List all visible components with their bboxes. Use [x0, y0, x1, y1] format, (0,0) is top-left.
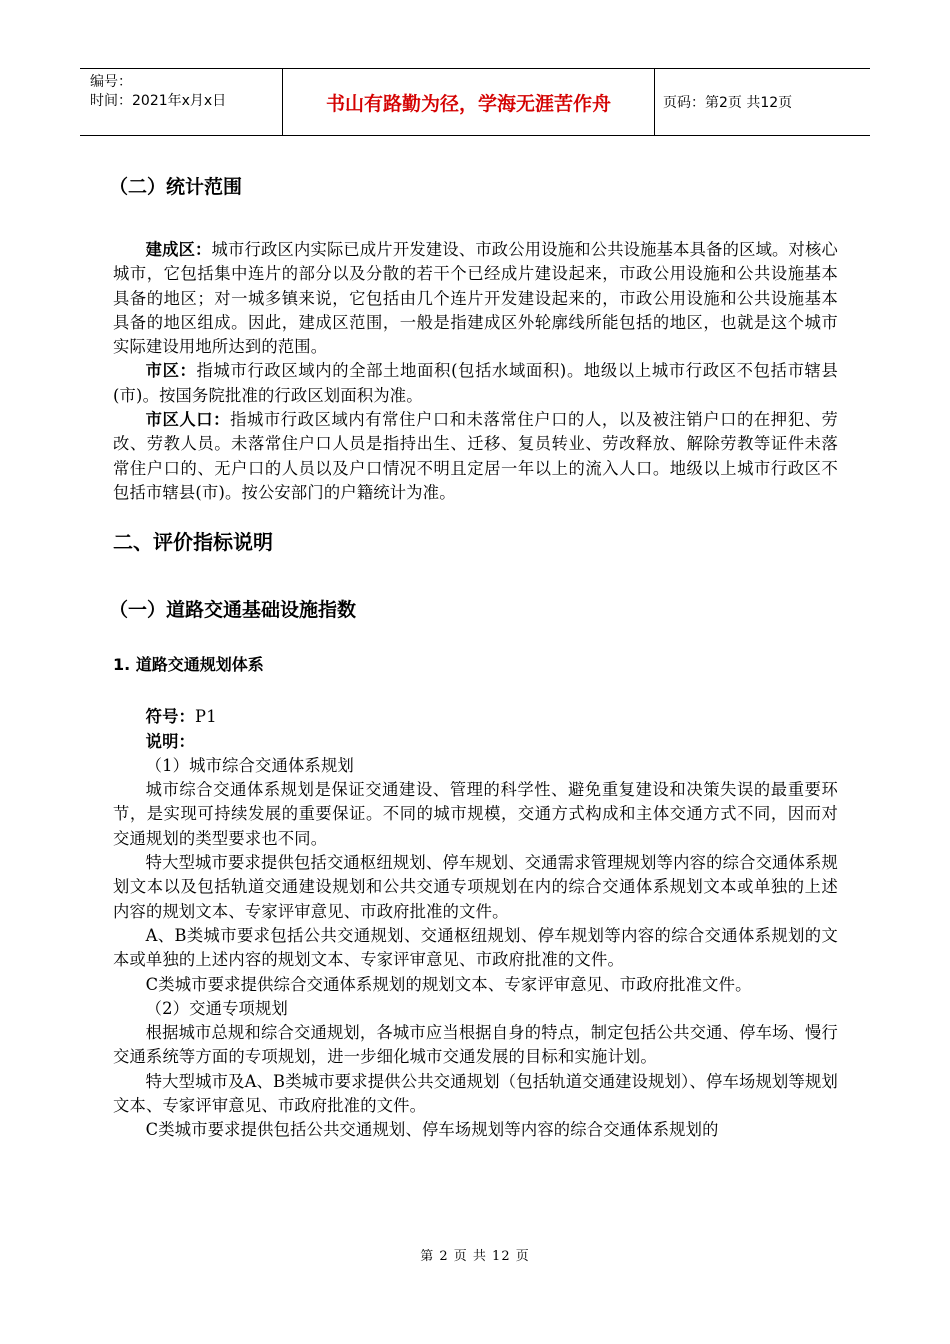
header-meta-cell — [80, 69, 283, 135]
term-urban-population: 市区人口： — [145, 410, 231, 430]
doc-time-label: 时间：2021年x月x日 — [90, 93, 227, 109]
text-urban-district: 指城市行政区域内的全部土地面积(包括水域面积)。地级以上城市行政区不包括市辖县(市)。按国务院批准的行政区划面积为准。 — [113, 361, 838, 405]
paragraph-item: C类城市要求提供综合交通体系规划的规划文本、专家评审意见、市政府批准文件。 — [145, 974, 752, 994]
heading-road-planning-system: 1. 道路交通规划体系 — [113, 655, 264, 675]
heading-road-infrastructure-index: （一）道路交通基础设施指数 — [109, 599, 357, 622]
term-urban-district: 市区： — [145, 361, 197, 381]
paragraph-item: A、B类城市要求包括公共交通规划、交通枢纽规划、停车规划等内容的综合交通体系规划的文本或单独的上述内容的规划文本、专家评审意见、市政府批准的文件。 — [113, 925, 838, 970]
paragraph-urban-population — [113, 408, 838, 505]
paragraph-item: （1）城市综合交通体系规划 — [145, 755, 354, 775]
symbol-label: 符号： — [145, 707, 196, 727]
header-table — [80, 68, 870, 136]
paragraph-symbol — [113, 705, 838, 729]
paragraph-explanation-label — [113, 730, 838, 754]
text-urban-population: 指城市行政区域内有常住户口和未落常住户口的人，以及被注销户口的在押犯、劳改、劳教人员。未落常住户口人员是指持出生、迁移、复员转业、劳改释放、解除劳教等证件未落常住户口的、无户口的人员以及户口情况不明且定居一年以上的流入人口。地级以上城市行政区不包括市辖县(市)。按公安部门的户籍统计为准。 — [113, 410, 838, 502]
explanation-label: 说明： — [145, 731, 196, 751]
paragraph-urban-district — [113, 359, 838, 408]
paragraph-item: 特大型城市及A、B类城市要求提供公共交通规划（包括轨道交通建设规划）、停车场规划等规划文本、专家评审意见、市政府批准的文件。 — [113, 1071, 838, 1116]
paragraph-item: 特大型城市要求提供包括交通枢纽规划、停车规划、交通需求管理规划等内容的综合交通体系规划文本以及包括轨道交通建设规划和公共交通专项规划在内的综合交通体系规划文本或单独的上述内容的规划文本、专家评审意见、市政府批准的文件。 — [113, 853, 838, 921]
header-motto: 书山有路勤为径，学海无涯苦作舟 — [283, 69, 655, 135]
text-built-up-area: 城市行政区内实际已成片开发建设、市政公用设施和公共设施基本具备的区域。对核心城市，它包括集中连片的部分以及分散的若干个已经成片建设起来，市政公用设施和公共设施基本具备的地区；对一城多镇来说，它包括由几个连片开发建设起来的，市政公用设施和公共设施基本具备的地区组成。因此，建成区范围，一般是指建成区外轮廓线所能包括的地区，也就是这个城市实际建设用地所达到的范围。 — [113, 240, 838, 357]
paragraph-item: 根据城市总规和综合交通规划，各城市应当根据自身的特点，制定包括公共交通、停车场、慢行交通系统等方面的专项规划，进一步细化城市交通发展的目标和实施计划。 — [113, 1023, 838, 1067]
paragraph-item: C类城市要求提供包括公共交通规划、停车场规划等内容的综合交通体系规划的 — [145, 1120, 719, 1140]
paragraph-built-up-area — [113, 238, 838, 359]
paragraph-item: 城市综合交通体系规划是保证交通建设、管理的科学性、避免重复建设和决策失误的最重要环节，是实现可持续发展的重要保证。不同的城市规模，交通方式构成和主体交通方式不同，因而对交通规划的类型要求也不同。 — [113, 780, 838, 848]
doc-number-label: 编号： — [90, 74, 132, 90]
heading-evaluation-indicators: 二、评价指标说明 — [113, 530, 273, 555]
document-body — [109, 160, 838, 1143]
paragraph-item: （2）交通专项规划 — [145, 998, 289, 1018]
symbol-value: P1 — [195, 707, 217, 727]
page-footer: 第 2 页 共 12 页 — [420, 1249, 530, 1264]
header-page-info: 页码：第2页 共12页 — [663, 95, 793, 111]
term-built-up-area: 建成区： — [145, 240, 212, 259]
heading-statistics-scope: （二）统计范围 — [109, 176, 243, 198]
